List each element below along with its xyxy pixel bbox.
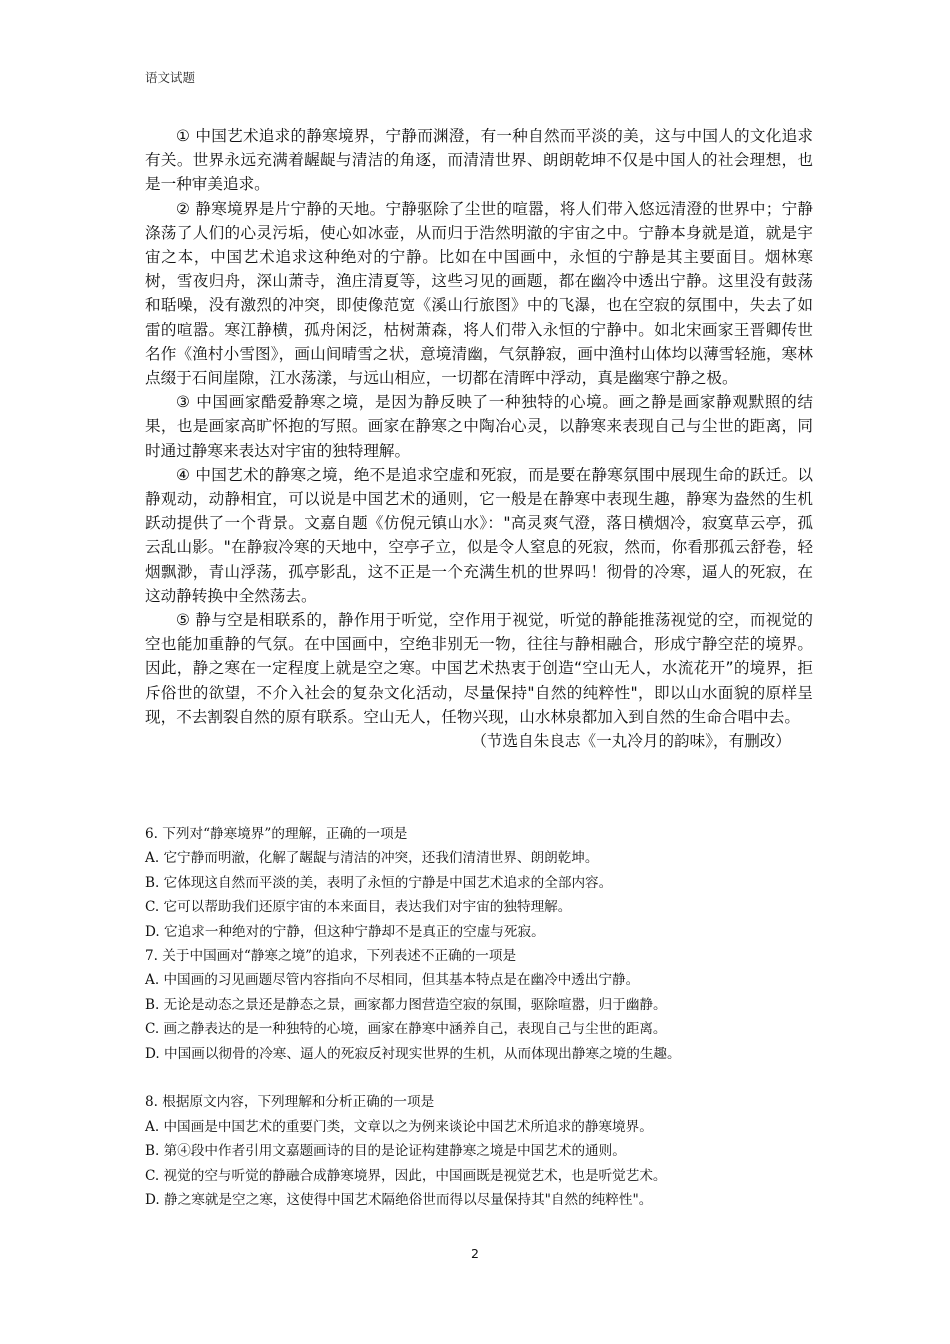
passage-paragraph-1: ① 中国艺术追求的静寒境界，宁静而渊澄，有一种自然而平淡的美，这与中国人的文化追求有关。世界永远充满着龌龊与清洁的角逐，而清清世界、朗朗乾坤不仅是中国人的社会理想，也是一种审美追求。 (145, 127, 813, 194)
reading-passage (145, 124, 813, 753)
passage-source: （节选自朱良志《一丸冷月的韵味》，有删改） (471, 732, 791, 751)
question-stem: 7. 关于中国画对“静寒之境”的追求，下列表述不正确的一项是 (145, 948, 517, 965)
option-d: D. 中国画以彻骨的冷寒、逼人的死寂反衬现实世界的生机，从而体现出静寒之境的生趣。 (145, 1045, 681, 1062)
question-list (145, 822, 825, 1212)
question-stem: 6. 下列对“静寒境界”的理解，正确的一项是 (145, 826, 408, 842)
question-7 (145, 944, 825, 1066)
option-a: A. 中国画是中国艺术的重要门类，文章以之为例来谈论中国艺术所追求的静寒境界。 (145, 1118, 653, 1135)
page-number: 2 (471, 1246, 479, 1261)
passage-paragraph-2: ② 静寒境界是片宁静的天地。宁静驱除了尘世的喧嚣，将人们带入悠远清澄的世界中；宁静涤荡了人们的心灵污垢，使心如冰壶，从而归于浩然明澈的宇宙之中。宁静本身就是道，就是宇宙之本，中国艺术追求这种绝对的宁静。比如在中国画中，永恒的宁静是其主要面目。烟林寒树，雪夜归舟，深山萧寺，渔庄清夏等，这些习见的画题，都在幽冷中透出宁静。这里没有鼓荡和聒噪，没有激烈的冲突，即使像范宽《溪山行旅图》中的飞瀑，也在空寂的氛围中，失去了如雷的喧嚣。寒江静横，孤舟闲泛，枯树萧森，将人们带入永恒的宁静中。如北宋画家王晋卿传世名作《渔村小雪图》，画山间晴雪之状，意境清幽，气氛静寂，画中渔村山体均以薄雪轻施，寒林点缀于石间崖隙，江水荡漾，与远山相应，一切都在清晖中浮动，真是幽寒宁静之极。 (145, 199, 813, 388)
option-c: C. 画之静表达的是一种独特的心境，画家在静寒中涵养自己，表现自己与尘世的距离。 (145, 1021, 667, 1038)
passage-paragraph-3: ③ 中国画家酷爱静寒之境，是因为静反映了一种独特的心境。画之静是画家静观默照的结果，也是画家高旷怀抱的写照。画家在静寒之中陶冶心灵，以静寒来表现自己与尘世的距离，同时通过静寒来表达对宇宙的独特理解。 (145, 393, 813, 460)
option-d: D. 它追求一种绝对的宁静，但这种宁静却不是真正的空虚与死寂。 (145, 923, 545, 940)
question-8 (145, 1090, 825, 1212)
option-c: C. 视觉的空与听觉的静融合成静寒境界，因此，中国画既是视觉艺术，也是听觉艺术。 (145, 1167, 667, 1184)
passage-paragraph-5: ⑤ 静与空是相联系的，静作用于听觉，空作用于视觉，听觉的静能推荡视觉的空，而视觉的空也能加重静的气氛。在中国画中，空绝非别无一物，往往与静相融合，形成宁静空茫的境界。因此，静之寒在一定程度上就是空之寒。中国艺术热衷于创造“空山无人，水流花开”的境界，拒斥俗世的欲望，不介入社会的复杂文化活动，尽量保持"自然的纯粹性"，即以山水面貌的原样呈现，不去割裂自然的原有联系。空山无人，任物兴现，山水林泉都加入到自然的生命合唱中去。 (145, 611, 813, 726)
option-b: B. 它体现这自然而平淡的美，表明了永恒的宁静是中国艺术追求的全部内容。 (145, 874, 613, 891)
option-b: B. 无论是动态之景还是静态之景，画家都力图营造空寂的氛围，驱除喧嚣，归于幽静。 (145, 996, 667, 1013)
question-stem: 8. 根据原文内容，下列理解和分析正确的一项是 (145, 1094, 435, 1111)
page-header: 语文试题 (145, 70, 196, 85)
option-d: D. 静之寒就是空之寒，这使得中国艺术隔绝俗世而得以尽量保持其"自然的纯粹性"。 (145, 1192, 653, 1209)
question-6 (145, 822, 825, 944)
option-a: A. 它宁静而明澈，化解了龌龊与清洁的冲突，还我们清清世界、朗朗乾坤。 (145, 850, 599, 867)
option-b: B. 第④段中作者引用文嘉题画诗的目的是论证构建静寒之境是中国艺术的通则。 (145, 1143, 626, 1160)
passage-paragraph-4: ④ 中国艺术的静寒之境，绝不是追求空虚和死寂，而是要在静寒氛围中展现生命的跃迁。以静观动，动静相宜，可以说是中国艺术的通则，它一般是在静寒中表现生趣，静寒为盎然的生机跃动提供了一个背景。文嘉自题《仿倪元镇山水》："高灵爽气澄，落日横烟冷，寂寞草云亭，孤云乱山影。"在静寂冷寒的天地中，空亭孑立，似是令人窒息的死寂，然而，你看那孤云舒卷，轻烟飘渺，青山浮荡，孤亭影乱，这不正是一个充满生机的世界吗！彻骨的冷寒，逼人的死寂，在这动静转换中全然荡去。 (145, 465, 813, 605)
option-c: C. 它可以帮助我们还原宇宙的本来面目，表达我们对宇宙的独特理解。 (145, 899, 572, 916)
option-a: A. 中国画的习见画题尽管内容指向不尽相同，但其基本特点是在幽冷中透出宁静。 (145, 972, 640, 989)
